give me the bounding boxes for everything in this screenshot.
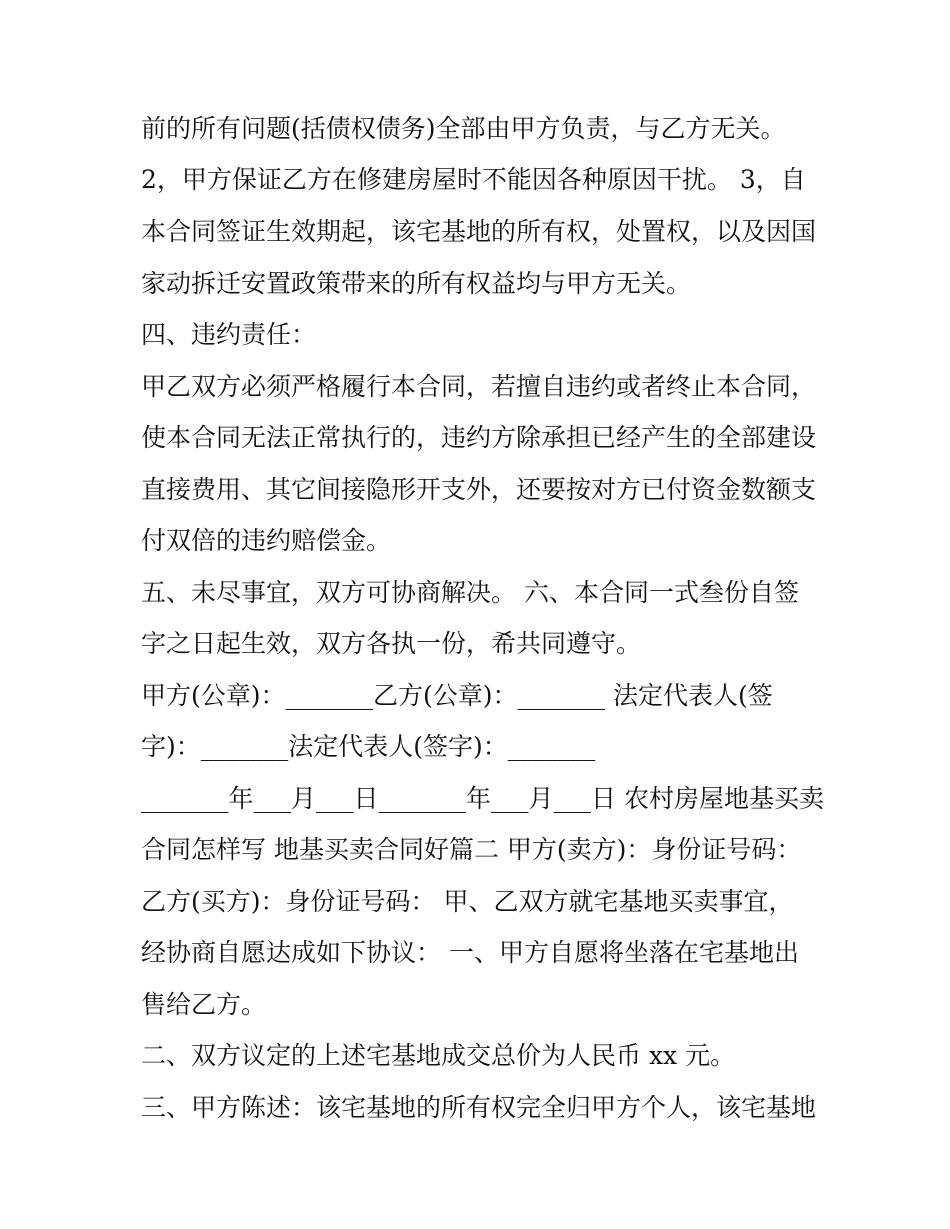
text-line: 售给乙方。 — [141, 990, 267, 1019]
text-line: 乙方(买方)：身份证号码： 甲、乙双方就宅基地买卖事宜， — [141, 887, 794, 916]
section-heading: 四、违约责任： — [141, 320, 317, 349]
signature-line: 字)：_______法定代表人(签字)：_______ — [141, 732, 596, 761]
date-line: _______年___月___日_______年___月___日 农村房屋地基买卖 — [141, 784, 824, 813]
text-line: 直接费用、其它间接隐形开支外，还要按对方已付资金数额支 — [141, 475, 817, 504]
text-line: 甲乙双方必须严格履行本合同，若擅自违约或者终止本合同， — [141, 372, 817, 401]
text-line: 字之日起生效，双方各执一份，希共同遵守。 — [141, 629, 642, 658]
text-line: 五、未尽事宜，双方可协商解决。 六、本合同一式叁份自签 — [141, 578, 799, 607]
text-line: 前的所有问题(括债权债务)全部由甲方负责，与乙方无关。 — [141, 114, 786, 143]
text-line: 使本合同无法正常执行的，违约方除承担已经产生的全部建设 — [141, 423, 817, 452]
text-line: 三、甲方陈述：该宅基地的所有权完全归甲方个人，该宅基地 — [141, 1093, 817, 1122]
text-line: 本合同签证生效期起，该宅基地的所有权，处置权，以及因国 — [141, 217, 817, 246]
text-line: 2，甲方保证乙方在修建房屋时不能因各种原因干扰。 3，自 — [141, 165, 806, 194]
text-line: 经协商自愿达成如下协议： 一、甲方自愿将坐落在宅基地出 — [141, 938, 799, 967]
text-line: 家动拆迁安置政策带来的所有权益均与甲方无关。 — [141, 269, 692, 298]
text-line: 二、双方议定的上述宅基地成交总价为人民币 xx 元。 — [141, 1041, 736, 1070]
signature-line: 甲方(公章)：_______乙方(公章)：_______ 法定代表人(签 — [141, 681, 773, 710]
text-line: 合同怎样写 地基买卖合同好篇二 甲方(卖方)：身份证号码： — [141, 835, 802, 864]
text-line: 付双倍的违约赔偿金。 — [141, 526, 392, 555]
